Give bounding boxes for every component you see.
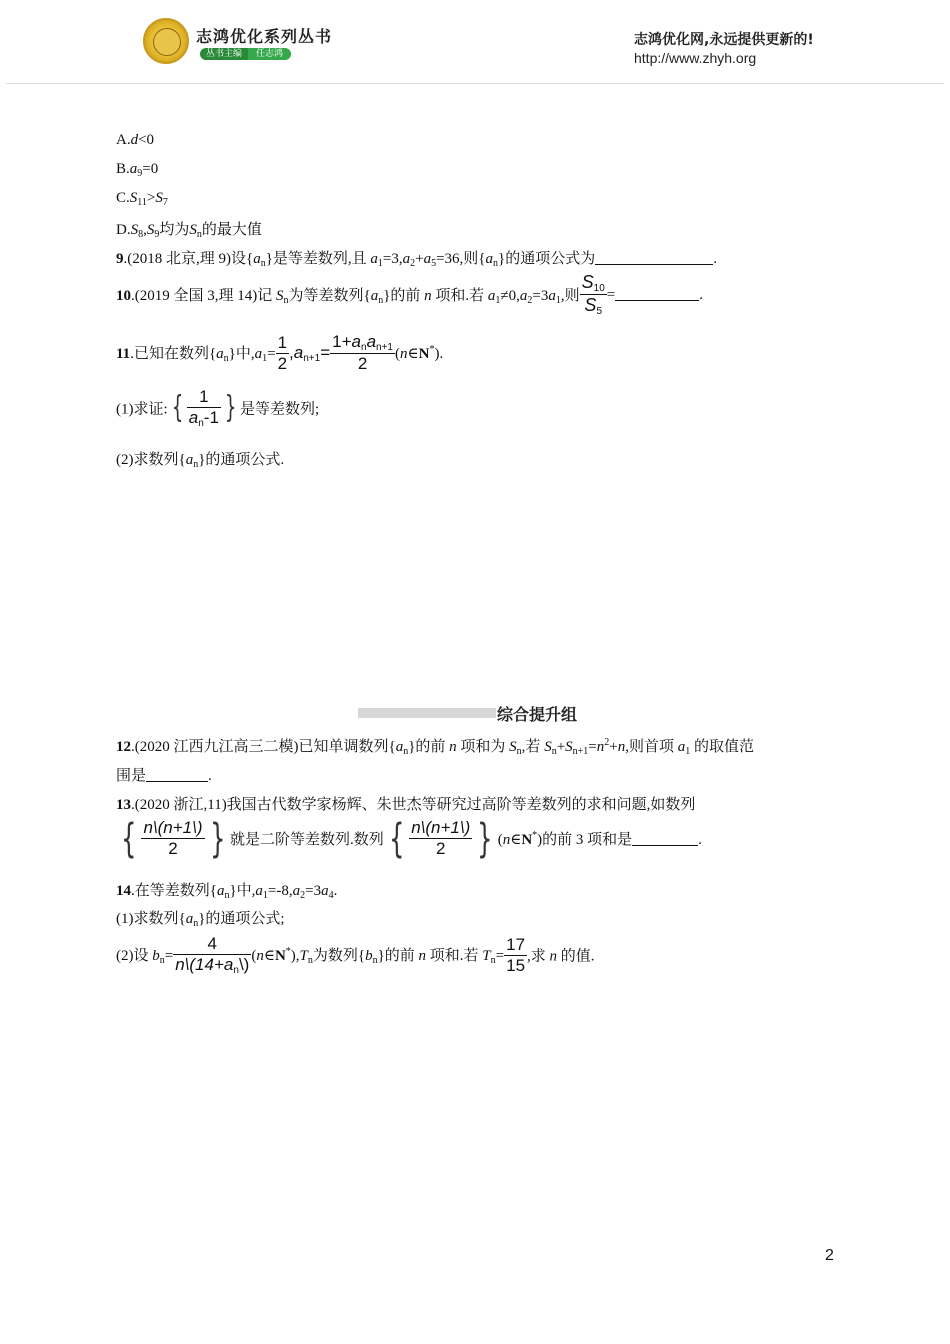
fraction-one-half: $\frac{1}{2}$: [277, 332, 288, 373]
section-heading-bar: [358, 708, 496, 718]
header-divider: [6, 83, 944, 84]
left-brace: {: [388, 815, 405, 862]
right-brace: }: [224, 390, 237, 425]
series-seal-logo: [143, 18, 189, 64]
option-d: $D.S_8,S_9$均为$S_n$的最大值: [116, 222, 262, 240]
answer-blank[interactable]: [615, 286, 699, 301]
question-12: 12.(2020 江西九江高三二模)已知单调数列$\{a_n\}$的前 n 项和为 $S_n$,若 $S_n+S_{n+1}=n^2+n$,则首项 $a_1$ 的取值范: [116, 737, 755, 757]
fraction-17-over-15: $\frac{17}{15}$: [506, 934, 526, 975]
option-c: $C.S_{11}>S_7$: [116, 190, 168, 208]
series-title: 志鸿优化系列丛书: [196, 27, 333, 46]
answer-blank[interactable]: [632, 831, 698, 846]
header-url[interactable]: http://www.zhyh.org: [634, 50, 757, 66]
question-10: 10.(2019 全国 3,理 14)记 $S_n$为等差数列$\{a_n\}$的前 n 项和.若 $a_1\ne 0,a_2=3a_1$,则 $\frac{S_{10}}{S_5}$ = .: [116, 272, 703, 317]
fraction-n-n-plus-1-over-2: $\frac{n\backslash(n+1\backslash)}{2}$: [411, 818, 471, 858]
right-brace: }: [209, 815, 225, 862]
option-b: $B.a_9=0$: [116, 161, 159, 179]
editor-badge: [200, 48, 291, 60]
question-11-part-2: (2)求数列$\{a_n\}$的通项公式.: [116, 452, 285, 470]
editor-name: 任志鸿: [248, 48, 291, 60]
question-14: 14.在等差数列$\{a_n\}$中$,a_1=-8,a_2=3a_4$.: [116, 883, 338, 901]
page-header: [0, 0, 950, 84]
left-brace: {: [171, 390, 183, 425]
fraction-n-n-plus-1-over-2: $\frac{n\backslash(n+1\backslash)}{2}$: [143, 818, 203, 858]
header-slogan: 志鸿优化网,永远提供更新的!: [634, 32, 814, 48]
question-14-part-1: (1)求数列$\{a_n\}$的通项公式;: [116, 911, 285, 929]
editor-label: 丛书主编: [200, 48, 248, 60]
left-brace: {: [121, 815, 137, 862]
question-11-part-1: (1)求证: { $\frac{1}{a_n-1}$ } 是等差数列;: [116, 387, 320, 429]
question-12-line-2: 围是 .: [116, 768, 212, 784]
question-9: 9.(2018 北京,理 9)设$\{a_n\}$是等差数列,且 $a_1=3,a_2+a_5=36$,则$\{a_n\}$的通项公式为 .: [116, 251, 717, 269]
question-13-line-2: { $\frac{n\backslash(n+1\backslash)}{2}$ } 就是二阶等差数列.数列 { $\frac{n\backslash(n+1\backslash)}{2}$ } (n∈N*)的前 3 项和是 .: [121, 815, 702, 862]
question-14-part-2: (2)设 $b_n=$ $\frac{4}{n\backslash(14+a_n\backslash)}$ $(n\in N^*),T_n$为数列$\{b_n\}$的前 n 项和.若 $T_n=$ $\frac{17}{15}$ ,求 n 的值.: [116, 934, 595, 976]
fraction-recurrence: $\frac{1+a_na_{n+1}}{2}$: [332, 332, 393, 373]
fraction-one-over-an-minus-1: $\frac{1}{a_n-1}$: [188, 387, 219, 429]
question-11: 11.已知在数列$\{a_n\}$中$,a_1=$ $\frac{1}{2}$ $,a_{n+1}=$ $\frac{1+a_na_{n+1}}{2}$ (n∈N*).: [116, 332, 444, 373]
page-number: 2: [825, 1247, 834, 1264]
section-heading-text: 综合提升组: [497, 705, 578, 724]
option-a: A.d<0: [116, 132, 155, 148]
fraction-s10-over-s5: $\frac{S_{10}}{S_5}$: [581, 272, 605, 317]
question-13: 13.(2020 浙江,11)我国古代数学家杨辉、朱世杰等研究过高阶等差数列的求和问题,如数列: [116, 797, 696, 813]
fraction-bn-definition: $\frac{4}{n\backslash(14+a_n\backslash)}$: [175, 934, 250, 976]
answer-blank[interactable]: [595, 250, 713, 265]
answer-blank[interactable]: [146, 767, 208, 782]
right-brace: }: [477, 815, 493, 862]
